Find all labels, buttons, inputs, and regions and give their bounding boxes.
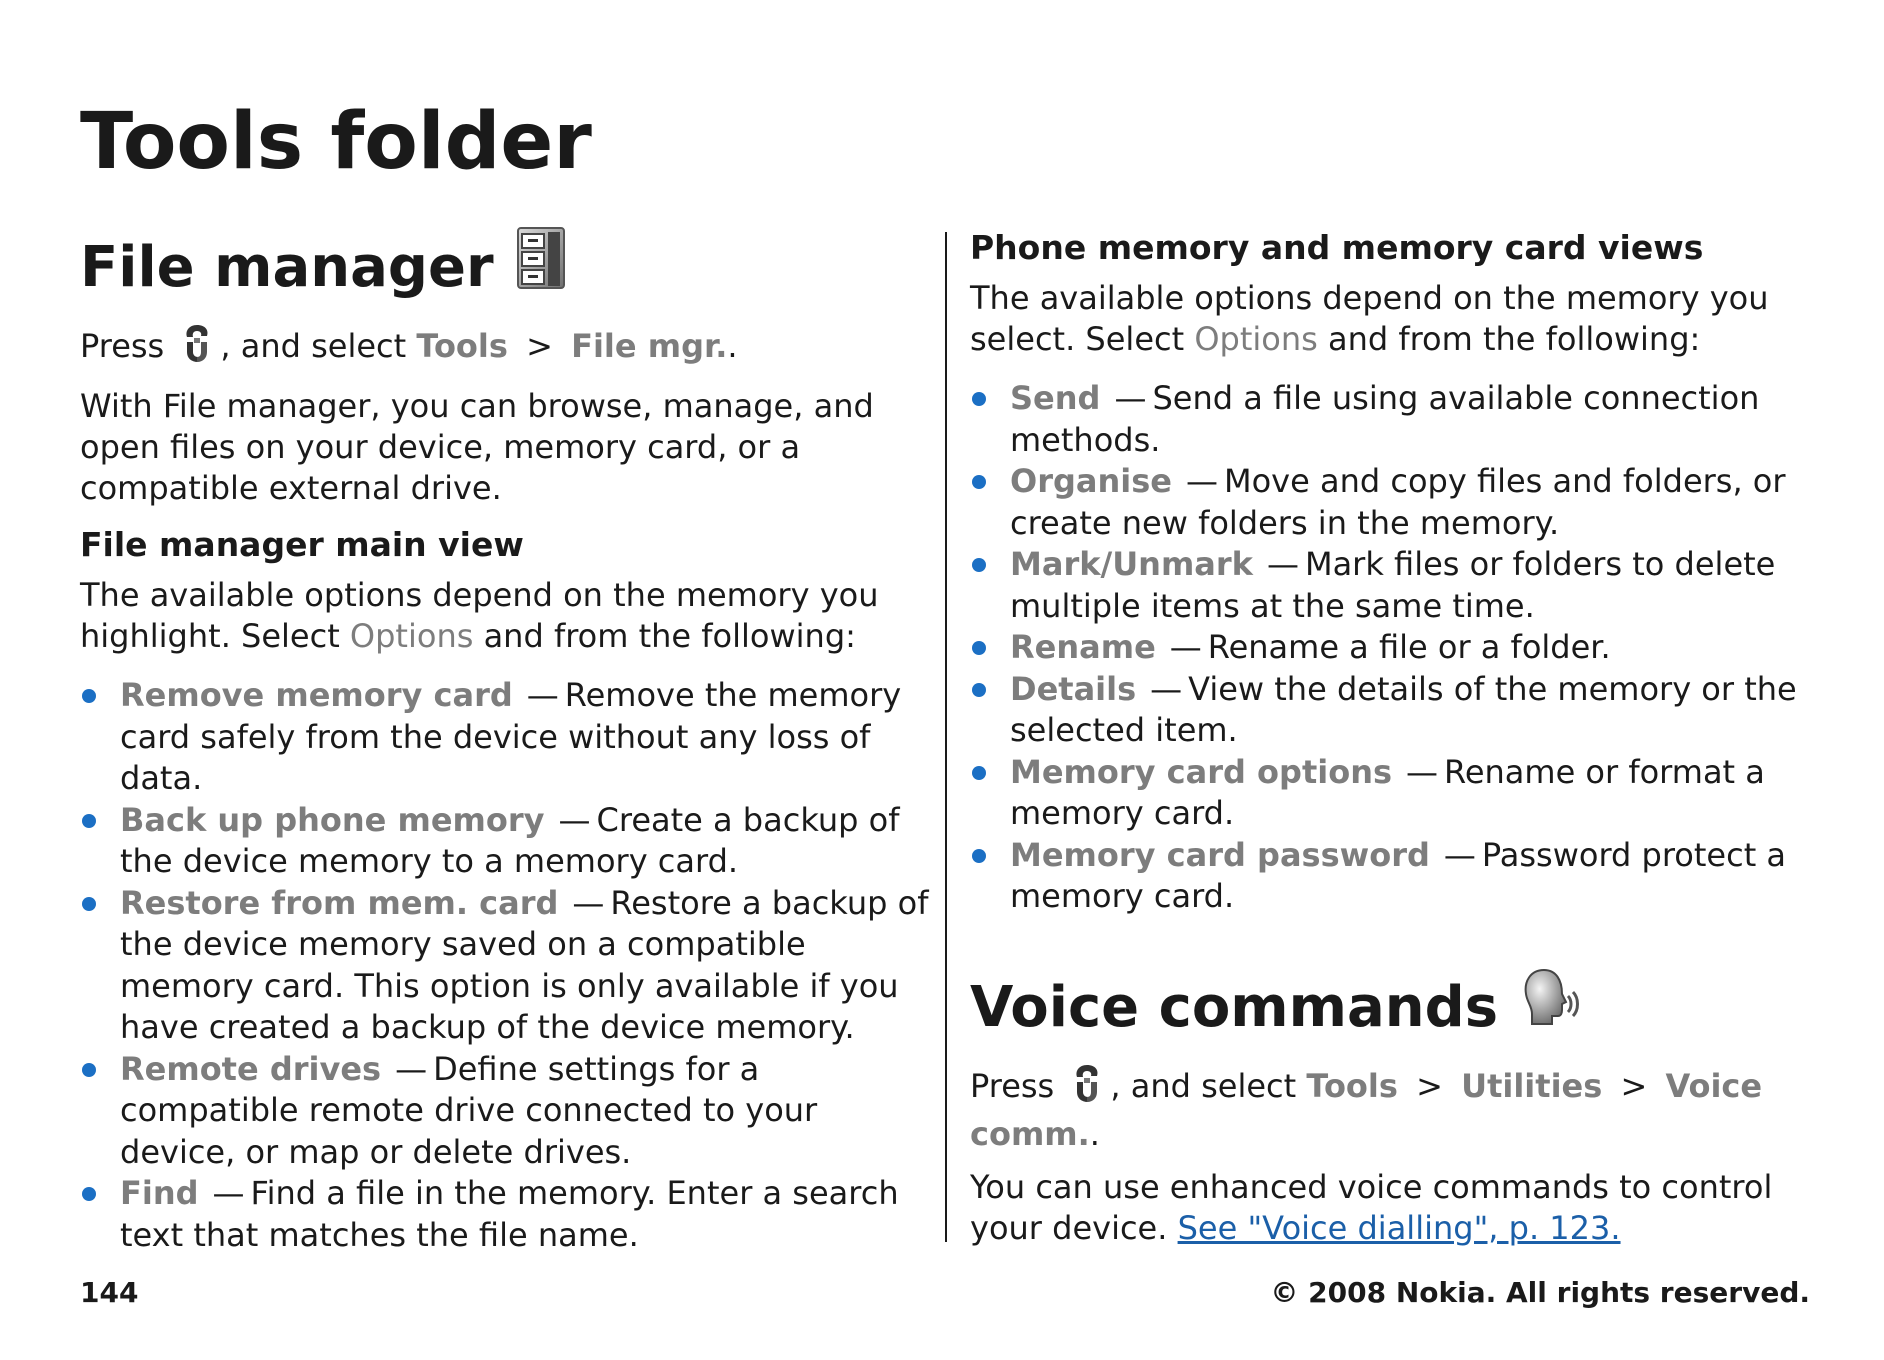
list-item bbox=[80, 675, 930, 800]
voice-commands-title: Voice commands bbox=[970, 974, 1499, 1040]
option-name: Back up phone memory bbox=[120, 800, 545, 839]
press-mid-text: , and select bbox=[1110, 1066, 1297, 1105]
file-manager-title: File manager bbox=[80, 235, 494, 300]
press-mid-text: , and select bbox=[220, 327, 407, 365]
page-title: Tools folder bbox=[80, 97, 592, 187]
voice-commands-heading bbox=[970, 966, 1820, 1050]
option-name: Mark/Unmark bbox=[1010, 545, 1253, 583]
menu-separator: > bbox=[1416, 1066, 1443, 1105]
bullet-icon bbox=[972, 641, 986, 655]
voice-intro-text: You can use enhanced voice commands to control your device. bbox=[970, 1167, 1773, 1247]
main-view-heading: File manager main view bbox=[80, 525, 524, 564]
list-item bbox=[80, 883, 930, 1049]
file-manager-intro: With File manager, you can browse, manage, and open files on your device, memory card, or a compatible external drive. bbox=[80, 387, 874, 507]
right-column bbox=[970, 226, 1820, 1249]
list-item bbox=[970, 835, 1820, 918]
bullet-icon bbox=[82, 814, 96, 828]
option-desc: View the details of the memory or the selected item. bbox=[1010, 669, 1797, 749]
bullet-icon bbox=[972, 683, 986, 697]
voice-head-icon bbox=[1520, 966, 1582, 1050]
option-desc: Define settings for a compatible remote drive connected to your device, or map or delete drives. bbox=[120, 1049, 818, 1171]
main-view-intro bbox=[80, 575, 930, 657]
option-desc: Restore a backup of the device memory saved on a compatible memory card. This option is only available if you have created a backup of the device memory. bbox=[120, 883, 929, 1046]
memory-views-intro bbox=[970, 278, 1820, 360]
column-divider bbox=[945, 232, 947, 1242]
list-item bbox=[970, 669, 1820, 752]
option-desc: Create a backup of the device memory to a memory card. bbox=[120, 800, 900, 880]
dash: — bbox=[526, 676, 559, 714]
list-item bbox=[970, 752, 1820, 835]
dash: — bbox=[1114, 379, 1147, 417]
menu-tools: Tools bbox=[1306, 1066, 1398, 1105]
option-name: Details bbox=[1010, 669, 1137, 708]
menu-key-icon bbox=[180, 322, 214, 374]
voice-commands-section bbox=[970, 966, 1820, 1249]
option-name: Send bbox=[1010, 379, 1101, 417]
copyright: © 2008 Nokia. All rights reserved. bbox=[1270, 1276, 1810, 1309]
list-item bbox=[80, 800, 930, 883]
dash: — bbox=[1169, 628, 1202, 666]
voice-intro bbox=[970, 1167, 1820, 1249]
option-name: Restore from mem. card bbox=[120, 883, 559, 922]
option-name: Find bbox=[120, 1174, 199, 1212]
list-item bbox=[970, 461, 1820, 544]
memory-views-options-list bbox=[970, 378, 1820, 918]
list-item bbox=[80, 1049, 930, 1174]
dash: — bbox=[1266, 545, 1299, 583]
option-name: Memory card options bbox=[1010, 752, 1393, 791]
bullet-icon bbox=[972, 475, 986, 489]
menu-separator: > bbox=[526, 327, 553, 365]
bullet-icon bbox=[972, 392, 986, 406]
period: . bbox=[727, 327, 738, 365]
intro-text: The available options depend on the memory you select. Select bbox=[970, 279, 1769, 358]
page-number: 144 bbox=[80, 1276, 139, 1309]
press-text: Press bbox=[970, 1066, 1055, 1105]
option-desc: Rename or format a memory card. bbox=[1010, 752, 1765, 832]
options-word: Options bbox=[349, 617, 474, 655]
voice-dialling-link[interactable]: See "Voice dialling", p. 123. bbox=[1177, 1208, 1621, 1247]
file-manager-press-line bbox=[80, 322, 930, 374]
dash: — bbox=[572, 883, 605, 922]
option-desc: Password protect a memory card. bbox=[1010, 835, 1787, 915]
period: . bbox=[1089, 1114, 1100, 1153]
bullet-icon bbox=[82, 897, 96, 911]
dash: — bbox=[212, 1174, 245, 1212]
main-view-options-list bbox=[80, 675, 930, 1256]
memory-views-heading: Phone memory and memory card views bbox=[970, 228, 1704, 267]
menu-key-icon bbox=[1070, 1062, 1104, 1114]
list-item bbox=[80, 1173, 930, 1256]
list-item bbox=[970, 627, 1820, 669]
dash: — bbox=[1150, 669, 1183, 708]
option-name: Memory card password bbox=[1010, 835, 1430, 874]
option-desc: Rename a file or a folder. bbox=[1207, 628, 1611, 666]
bullet-icon bbox=[972, 558, 986, 572]
bullet-icon bbox=[82, 689, 96, 703]
voice-press-line bbox=[970, 1062, 1820, 1155]
intro-suffix: and from the following: bbox=[1327, 320, 1701, 358]
file-cabinet-icon bbox=[516, 226, 566, 310]
bullet-icon bbox=[82, 1187, 96, 1201]
intro-text: The available options depend on the memory you highlight. Select bbox=[80, 576, 879, 655]
option-name: Remote drives bbox=[120, 1049, 382, 1088]
bullet-icon bbox=[972, 849, 986, 863]
dash: — bbox=[1443, 835, 1476, 874]
dash: — bbox=[395, 1049, 428, 1088]
intro-suffix: and from the following: bbox=[483, 617, 856, 655]
dash: — bbox=[1406, 752, 1439, 791]
option-name: Remove memory card bbox=[120, 676, 513, 714]
option-desc: Mark files or folders to delete multiple items at the same time. bbox=[1010, 545, 1776, 625]
option-desc: Send a file using available connection methods. bbox=[1010, 379, 1760, 459]
options-word: Options bbox=[1194, 320, 1318, 358]
dash: — bbox=[558, 800, 591, 839]
list-item bbox=[970, 544, 1820, 627]
menu-file-mgr: File mgr. bbox=[571, 327, 728, 365]
file-manager-section bbox=[80, 226, 930, 310]
left-column bbox=[80, 226, 930, 1256]
option-desc: Remove the memory card safely from the device without any loss of data. bbox=[120, 676, 902, 797]
list-item bbox=[970, 378, 1820, 461]
option-name: Rename bbox=[1010, 628, 1156, 666]
menu-tools: Tools bbox=[416, 327, 508, 365]
menu-separator: > bbox=[1620, 1066, 1648, 1105]
option-desc: Find a file in the memory. Enter a search text that matches the file name. bbox=[120, 1174, 899, 1254]
option-name: Organise bbox=[1010, 462, 1172, 500]
bullet-icon bbox=[972, 766, 986, 780]
option-desc: Move and copy files and folders, or create new folders in the memory. bbox=[1010, 462, 1786, 542]
press-text: Press bbox=[80, 327, 165, 365]
menu-voice-comm: Voice comm. bbox=[970, 1066, 1763, 1153]
dash: — bbox=[1185, 462, 1218, 500]
bullet-icon bbox=[82, 1063, 96, 1077]
menu-utilities: Utilities bbox=[1461, 1066, 1603, 1105]
